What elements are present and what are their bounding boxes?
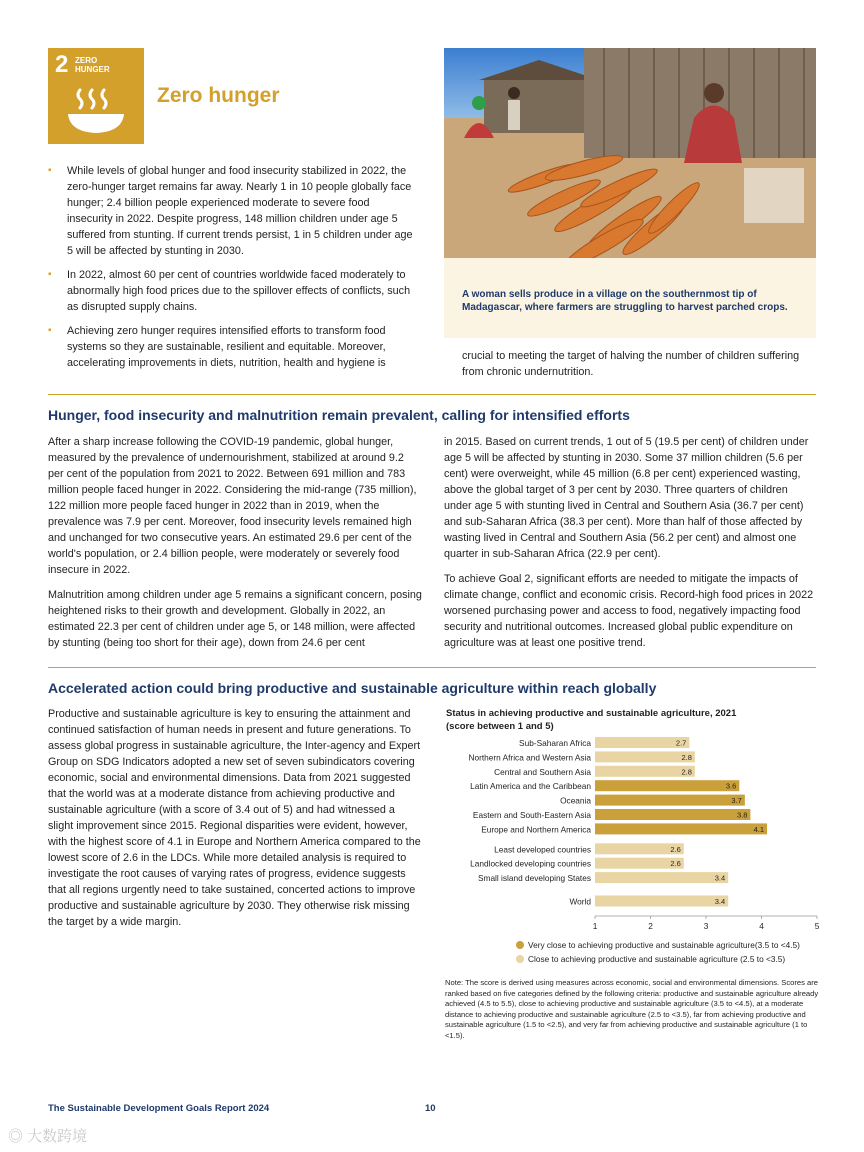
chart-title: Status in achieving productive and sustainable agriculture, 2021 (score between 1 and 5) (446, 708, 737, 732)
bar (595, 766, 695, 777)
category-label: Least developed countries (494, 844, 591, 855)
page-number: 10 (425, 1103, 436, 1114)
sdg-icon-label: ZERO HUNGER (75, 56, 110, 74)
category-label: Small island developing States (478, 873, 591, 884)
section-heading: Hunger, food insecurity and malnutrition remain prevalent, calling for intensified efforts (48, 407, 630, 423)
data-label: 3.4 (714, 873, 726, 883)
divider (48, 394, 816, 395)
watermark: ◎ 大数跨境 (8, 1128, 88, 1145)
paragraph: Malnutrition among children under age 5 remains a significant concern, posing heightened risks to their growth and development. Globally in 2022, an estimated 22.3 per cent of children under age 5, or 148 million, were affected by stunting (being too short for their age), down from 24.6 per cent (48, 589, 422, 649)
list-item: ▪ While levels of global hunger and food insecurity stabilized in 2022, the zero-hunger target remains far away. Nearly 1 in 10 people globally face hunger; 2.4 billion people experienced moderate to severe food insecurity in 2022. Despite progress, 148 million children under age 5 suffered from stunting. If current trends persist, 1 in 5 children under age 5 will be affected by stunting in 2030. (48, 163, 418, 259)
footer-report-title: The Sustainable Development Goals Report 2024 (48, 1103, 270, 1114)
bar (595, 809, 750, 820)
data-label: 3.8 (736, 810, 748, 820)
tick-label: 4 (759, 921, 764, 931)
category-label: Sub-Saharan Africa (519, 738, 591, 748)
bullet-continuation: crucial to meeting the target of halving the number of children suffering from chronic undernutrition. (462, 350, 800, 378)
section-heading: Accelerated action could bring productive and sustainable agriculture within reach globally (48, 680, 657, 696)
legend-swatch-close (516, 955, 524, 963)
list-item: ▪ Achieving zero hunger requires intensified efforts to transform food systems so they are sustainable, resilient and equitable. Moreover, accelerating improvements in diets, nutrition, health and hygiene is (48, 323, 418, 371)
intro-bullet-list (48, 163, 418, 379)
category-label: Eastern and South-Eastern Asia (472, 810, 591, 820)
photo-caption-box (444, 258, 816, 338)
data-label: 2.8 (681, 767, 692, 777)
data-label: 3.4 (714, 897, 726, 906)
market-photo-illustration (444, 48, 816, 258)
sdg-number: 2 (55, 51, 69, 78)
bar (595, 823, 767, 834)
paragraph: Productive and sustainable agriculture is key to ensuring the attainment and continued satisfaction of human needs in present and future generations. To assess global progress in sustainable agriculture, the Inter-agency and Expert Group on SDG Indicators adopted a new set of seven subindicators covering economic, social and environmental dimensions. Data from 2021 suggested that the world was at a moderate distance from achieving productive and sustainable agriculture (with a score of 3.4 out of 5) and had witnessed a slight improvement since 2015. Regional disparities were evident, however, with the highest score of 4.1 in Europe and Northern America compared to the lowest score of 2.6 in the LDCs. While more detailed analysis is required to investigate the root causes of varying rates of progress, evidence suggests that all regions urgently need to take sustained, concerted actions to improve productive and sustainable agriculture by 2030. They otherwise risk missing the target by a wide margin. (48, 708, 421, 928)
chart-note: Note: The score is derived using measures across economic, social and environmental dimensions. Scores are ranked based on five categories defined by the following criteria: productive and sustainable agriculture already achieved (4.5 to 5.5), close to achieving productive and sustainable agriculture (3.5 to <4.5), at a moderate distance to achieving productive and sustainable agriculture (2.5 to <3.5), far from achieving productive and sustainable agriculture (1.5 to <2.5), and very far from achieving productive and sustainable agriculture (1 to <1.5). (445, 978, 819, 1040)
paragraph: in 2015. Based on current trends, 1 out of 5 (19.5 per cent) of children under age 5 will be affected by stunting in 2030. Some 37 million children (5.6 per cent) were overweight, while 45 million (6.8 per cent) experienced wasting, above the global target of 3 per cent by 2030. Three quarters of children under age 5 with stunting lived in Central and Southern Asia (36.7 per cent) and sub-Saharan Africa (38.3 per cent). More than half of those affected by wasting lived in Central and Southern Asia (56.2 per cent) and almost one quarter in sub-Saharan Africa (22.9 per cent). (444, 436, 809, 560)
legend-item-very-close: Very close to achieving productive and sustainable agriculture(3.5 to <4.5) (516, 940, 800, 950)
photo-caption: A woman sells produce in a village on the southernmost tip of Madagascar, where farmers are struggling to harvest parched crops. (462, 289, 788, 313)
data-label: 3.7 (731, 796, 742, 806)
legend-item-close: Close to achieving productive and sustainable agriculture (2.5 to <3.5) (516, 954, 785, 964)
category-label: Northern Africa and Western Asia (468, 752, 591, 763)
data-label: 2.6 (670, 859, 681, 869)
bar (595, 872, 728, 883)
category-label: Oceania (560, 795, 591, 806)
data-label: 3.6 (725, 781, 737, 791)
category-label: Europe and Northern America (481, 824, 591, 835)
tick-label: 2 (648, 921, 653, 931)
paragraph: After a sharp increase following the COVID-19 pandemic, global hunger, measured by the prevalence of undernourishment, stabilized at around 9.2 per cent of the population from 2021 to 2022. Between 691 million and 783 million people faced hunger in 2022. Considering the mid-range (735 million), 122 million more people faced hunger in 2022 than in 2019, when the prevalence was 7.9 per cent. Moreover, food insecurity levels remained high and unchanged for two consecutive years. An estimated 29.6 per cent of the world's population, or 2.4 billion people, were moderately or severely food insecure in 2022. (48, 436, 417, 576)
data-label: 4.1 (753, 824, 765, 834)
bar (595, 795, 745, 806)
bar (595, 780, 739, 791)
agriculture-score-chart (440, 732, 830, 937)
legend-swatch-very-close (516, 941, 524, 949)
tick-label: 3 (703, 921, 709, 931)
category-label: Landlocked developing countries (470, 858, 591, 869)
tick-label: 5 (814, 921, 820, 931)
bar (595, 751, 695, 762)
category-label: Latin America and the Caribbean (470, 781, 591, 792)
bar (595, 896, 728, 907)
bowl-icon (66, 86, 126, 136)
category-label: Central and Southern Asia (494, 766, 591, 777)
market-photo (444, 48, 816, 258)
data-label: 2.6 (670, 844, 681, 854)
divider (48, 667, 816, 668)
data-label: 2.8 (681, 752, 692, 762)
tick-label: 1 (592, 921, 598, 931)
list-item: ▪ In 2022, almost 60 per cent of countries worldwide faced moderately to abnormally high food prices due to the spillover effects of conflicts, such as disrupted supply chains. (48, 267, 418, 315)
sdg-goal-icon (48, 48, 144, 144)
page-title: Zero hunger (157, 84, 280, 107)
data-label: 2.7 (675, 738, 687, 748)
paragraph: To achieve Goal 2, significant efforts are needed to mitigate the impacts of climate change, conflict and economic crisis. Record-high food prices in 2022 worsened purchasing power and access to food, negatively impacting food security and nutritional outcomes. Increased global public expenditure on agriculture was at least one positive trend. (444, 573, 814, 649)
category-label: World (569, 896, 591, 907)
